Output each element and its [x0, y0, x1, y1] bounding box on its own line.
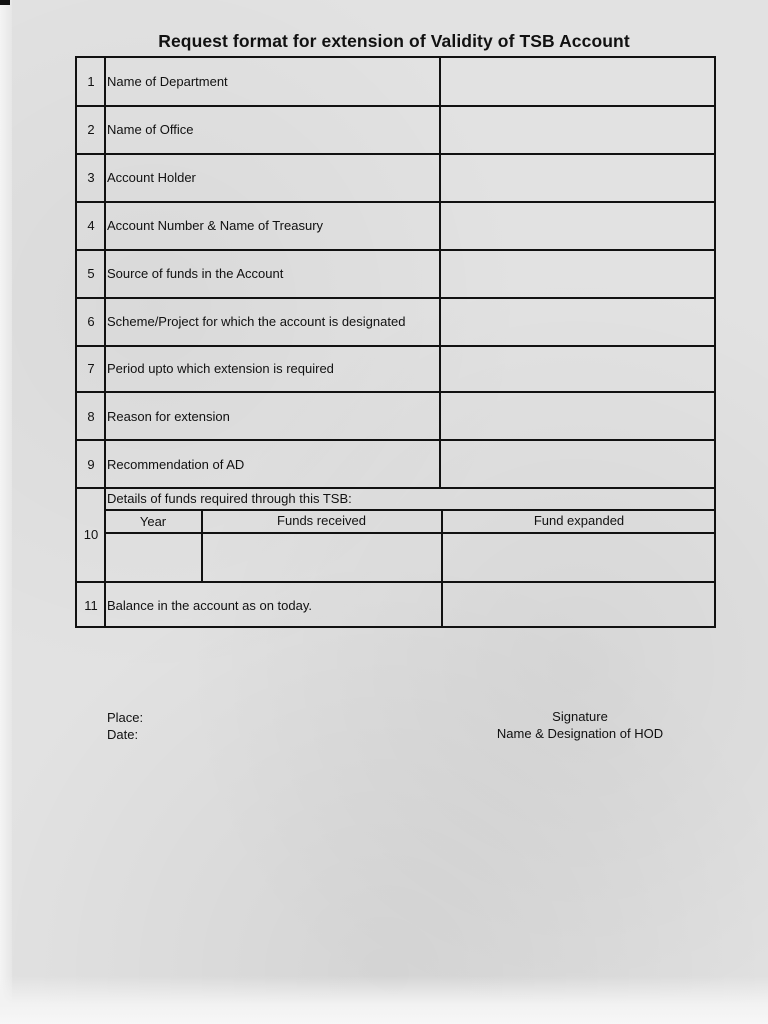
row-divider — [77, 297, 714, 299]
year-column-header: Year — [139, 514, 167, 529]
row-divider — [77, 153, 714, 155]
value-column-divider — [441, 581, 443, 626]
row10-column-header-divider — [105, 532, 714, 534]
balance-in-account-label: Balance in the account as on today. — [107, 598, 313, 613]
form-title: Request format for extension of Validity of TSB Account — [158, 31, 630, 51]
row-divider — [77, 201, 714, 203]
row-number: 8 — [87, 409, 95, 424]
recommendation-of-ad-label: Recommendation of AD — [107, 457, 245, 472]
place-label: Place: — [107, 710, 144, 725]
request-form-table — [75, 56, 716, 628]
row-divider — [77, 105, 714, 107]
row-divider — [77, 345, 714, 347]
row-number: 3 — [87, 170, 95, 185]
row-divider — [77, 439, 714, 441]
row-divider — [77, 249, 714, 251]
funds-received-column-header: Funds received — [277, 513, 366, 528]
value-column-divider — [439, 58, 441, 488]
row-divider — [77, 581, 714, 583]
extension-period-label: Period upto which extension is required — [107, 361, 334, 376]
row10-subheader-divider — [105, 509, 714, 511]
row-number: 1 — [87, 74, 95, 89]
row-number: 4 — [87, 218, 95, 233]
hod-name-designation-label: Name & Designation of HOD — [496, 726, 664, 741]
scan-bottom-edge — [0, 976, 768, 1024]
signature-label: Signature — [552, 709, 608, 724]
name-of-department-label: Name of Department — [107, 74, 228, 89]
account-holder-label: Account Holder — [107, 170, 196, 185]
row-number: 9 — [87, 457, 95, 472]
reason-for-extension-label: Reason for extension — [107, 409, 230, 424]
row-number: 10 — [83, 527, 99, 542]
scheme-project-label: Scheme/Project for which the account is designated — [107, 314, 406, 329]
fund-expanded-column-header: Fund expanded — [533, 513, 625, 528]
row-divider — [77, 391, 714, 393]
account-number-treasury-label: Account Number & Name of Treasury — [107, 218, 324, 233]
row-number: 7 — [87, 361, 95, 376]
date-label: Date: — [107, 727, 139, 742]
row-divider — [77, 487, 714, 489]
row-number: 2 — [87, 122, 95, 137]
row-number: 5 — [87, 266, 95, 281]
scan-edge — [0, 0, 12, 1024]
row-number: 11 — [84, 598, 98, 613]
scan-corner-mark — [0, 0, 10, 5]
funds-details-label: Details of funds required through this TSB: — [107, 491, 352, 506]
row-number: 6 — [87, 314, 95, 329]
name-of-office-label: Name of Office — [107, 122, 194, 137]
source-of-funds-label: Source of funds in the Account — [107, 266, 284, 281]
